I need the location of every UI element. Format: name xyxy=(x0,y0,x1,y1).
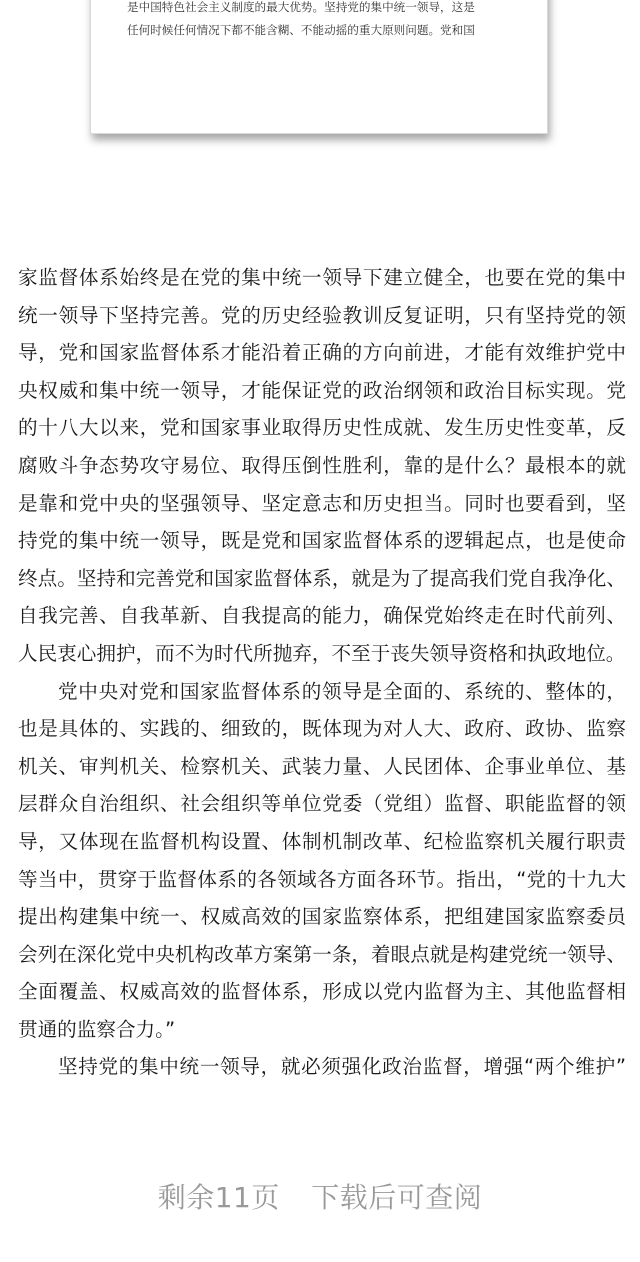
body-line: 的十八大以来，党和国家事业取得历史性成就、发生历史性变革，反 xyxy=(18,416,626,440)
body-line: 央权威和集中统一领导，才能保证党的政治纲领和政治目标实现。党 xyxy=(18,378,626,402)
body-line: 腐败斗争态势攻守易位、取得压倒性胜利，靠的是什么？最根本的就 xyxy=(18,453,626,477)
paragraph-start-line: 坚持党的集中统一领导，就必须强化政治监督，增强“两个维护” xyxy=(58,1055,626,1079)
body-line: 导，党和国家监督体系才能沿着正确的方向前进，才能有效维护党中 xyxy=(18,341,626,365)
preview-line: 任何时候任何情况下都不能含糊、不能动摇的重大原则问题。党和国 xyxy=(127,23,475,37)
body-line: 家监督体系始终是在党的集中统一领导下建立健全，也要在党的集中 xyxy=(18,266,626,289)
body-line: 统一领导下坚持完善。党的历史经验教训反复证明，只有坚持党的领 xyxy=(18,303,626,327)
body-line: 贯通的监察合力。” xyxy=(18,1017,176,1041)
article-body xyxy=(18,259,626,1086)
download-to-view-link[interactable]: 下载后可查阅 xyxy=(311,1181,483,1214)
body-line: 全面覆盖、权威高效的监督体系，形成以党内监督为主、其他监督相 xyxy=(18,980,626,1004)
body-line: 持党的集中统一领导，既是党和国家监督体系的逻辑起点，也是使命 xyxy=(18,529,626,553)
document-preview-card xyxy=(90,0,548,134)
body-line: 层群众自治组织、社会组织等单位党委（党组）监督、职能监督的领 xyxy=(18,792,626,816)
preview-card-text xyxy=(127,0,527,42)
body-line: 也是具体的、实践的、细致的，既体现为对人大、政府、政协、监察 xyxy=(18,717,626,741)
remaining-pages-prompt[interactable] xyxy=(0,1176,640,1216)
body-line: 终点。坚持和完善党和国家监督体系，就是为了提高我们党自我净化、 xyxy=(18,566,626,590)
paragraph-start-line: 党中央对党和国家监督体系的领导是全面的、系统的、整体的， xyxy=(58,679,626,703)
preview-line: 是中国特色社会主义制度的最大优势。坚持党的集中统一领导，这是 xyxy=(127,0,475,14)
body-line: 人民衷心拥护，而不为时代所抛弃，不至于丧失领导资格和执政地位。 xyxy=(18,641,626,665)
remaining-pages-count[interactable]: 剩余11页 xyxy=(157,1181,280,1214)
body-line: 提出构建集中统一、权威高效的国家监察体系，把组建国家监察委员 xyxy=(18,905,626,929)
body-line: 机关、审判机关、检察机关、武装力量、人民团体、企事业单位、基 xyxy=(18,754,626,778)
body-line: 自我完善、自我革新、自我提高的能力，确保党始终走在时代前列、 xyxy=(18,604,626,628)
body-line: 是靠和党中央的坚强领导、坚定意志和历史担当。同时也要看到，坚 xyxy=(18,491,626,515)
body-line: 会列在深化党中央机构改革方案第一条，着眼点就是构建党统一领导、 xyxy=(18,942,626,966)
body-line: 导，又体现在监督机构设置、体制机制改革、纪检监察机关履行职责 xyxy=(18,829,626,853)
body-line: 等当中，贯穿于监督体系的各领域各方面各环节。指出，“党的十九大 xyxy=(18,867,626,891)
